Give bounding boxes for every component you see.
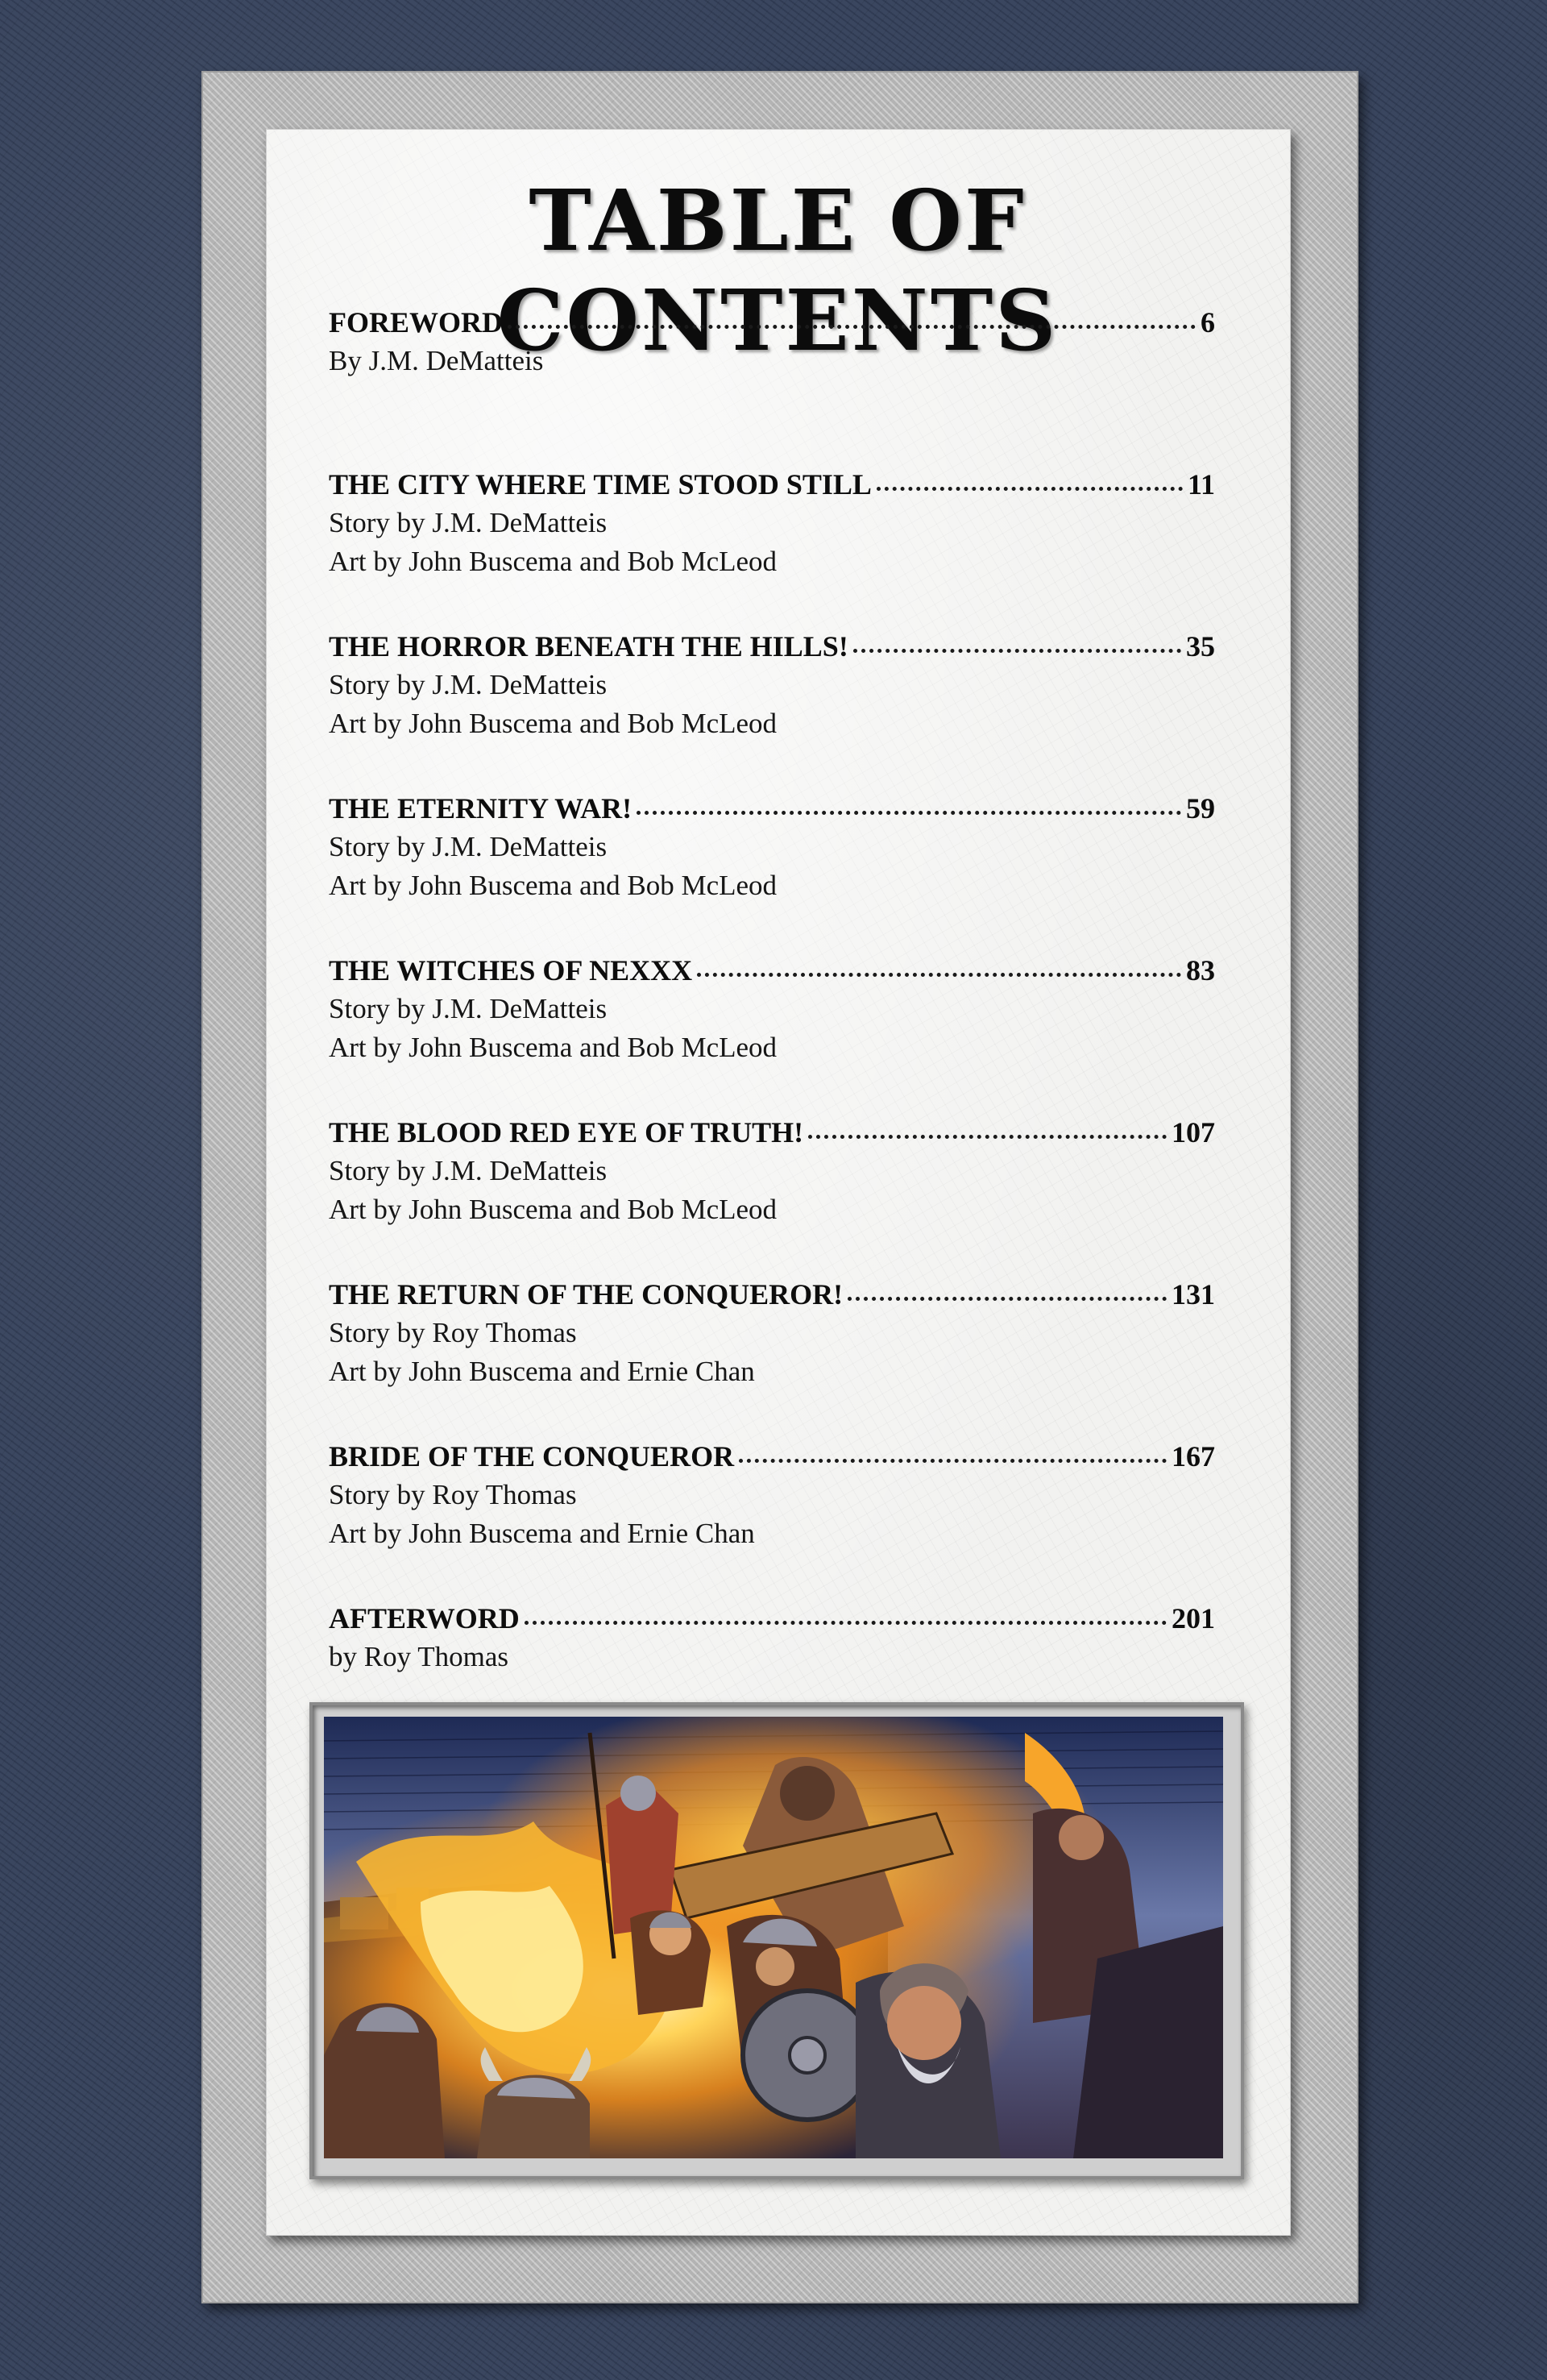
toc-entry-credit: by Roy Thomas bbox=[329, 1641, 508, 1672]
toc-entry-credit: Story by Roy Thomas bbox=[329, 1479, 577, 1510]
toc-entry-title: BRIDE OF THE CONQUEROR bbox=[329, 1440, 735, 1472]
toc-entry bbox=[329, 951, 1215, 1113]
toc-entry-credit: By J.M. DeMatteis bbox=[329, 345, 544, 376]
toc-entry-page-number: 107 bbox=[1172, 1116, 1215, 1148]
toc-entry-credit: Story by J.M. DeMatteis bbox=[329, 1155, 608, 1186]
toc-entry-line bbox=[329, 1275, 1215, 1314]
toc-entry bbox=[329, 1437, 1215, 1599]
toc-entry-page-number: 167 bbox=[1172, 1440, 1215, 1472]
toc-entry bbox=[329, 303, 1215, 465]
toc-entry bbox=[329, 627, 1215, 789]
toc-entry-title: FOREWORD bbox=[329, 306, 503, 339]
toc-entry-page-number: 11 bbox=[1187, 468, 1215, 501]
toc-entry-line bbox=[329, 1113, 1215, 1152]
toc-list bbox=[329, 303, 1215, 1761]
toc-entry-page-number: 6 bbox=[1201, 306, 1215, 339]
dot-leader bbox=[877, 485, 1183, 491]
toc-entry-credit: Story by J.M. DeMatteis bbox=[329, 993, 608, 1024]
toc-entry-title: THE RETURN OF THE CONQUEROR! bbox=[329, 1278, 844, 1310]
toc-entry-title: THE CITY WHERE TIME STOOD STILL bbox=[329, 468, 872, 501]
toc-entry-line bbox=[329, 303, 1215, 342]
toc-entry-line bbox=[329, 465, 1215, 504]
toc-entry-title: AFTERWORD bbox=[329, 1602, 520, 1634]
dot-leader bbox=[525, 1619, 1167, 1625]
dot-leader bbox=[637, 809, 1181, 815]
toc-entry-credit: Story by J.M. DeMatteis bbox=[329, 507, 608, 538]
page-title: TABLE OF CONTENTS bbox=[496, 171, 1059, 370]
toc-entry-title: THE WITCHES OF NEXXX bbox=[329, 954, 693, 986]
toc-entry-credit: Story by J.M. DeMatteis bbox=[329, 669, 608, 700]
toc-entry-credit: Art by John Buscema and Bob McLeod bbox=[329, 546, 778, 577]
dot-leader bbox=[848, 1295, 1167, 1301]
toc-entry bbox=[329, 465, 1215, 627]
dot-leader bbox=[508, 323, 1196, 329]
dot-leader bbox=[808, 1133, 1167, 1139]
dot-leader bbox=[697, 971, 1181, 977]
toc-entry-line bbox=[329, 789, 1215, 828]
toc-entry-credit: Art by John Buscema and Bob McLeod bbox=[329, 1032, 778, 1063]
toc-entry-credit: Art by John Buscema and Bob McLeod bbox=[329, 708, 778, 739]
toc-entry-credit: Story by J.M. DeMatteis bbox=[329, 831, 608, 862]
toc-entry-credit: Art by John Buscema and Bob McLeod bbox=[329, 870, 778, 901]
illustration-frame bbox=[309, 1702, 1244, 2179]
campfire-illustration bbox=[324, 1717, 1223, 2158]
toc-entry-credit: Story by Roy Thomas bbox=[329, 1317, 577, 1348]
toc-entry-page-number: 83 bbox=[1186, 954, 1215, 986]
toc-entry bbox=[329, 1113, 1215, 1275]
toc-entry-line bbox=[329, 627, 1215, 666]
toc-entry-credit: Art by John Buscema and Bob McLeod bbox=[329, 1194, 778, 1225]
toc-entry-credit: Art by John Buscema and Ernie Chan bbox=[329, 1356, 755, 1387]
toc-entry-title: THE HORROR BENEATH THE HILLS! bbox=[329, 630, 848, 662]
toc-entry-line bbox=[329, 1437, 1215, 1476]
toc-entry-page-number: 131 bbox=[1172, 1278, 1215, 1310]
dot-leader bbox=[739, 1457, 1167, 1463]
toc-entry bbox=[329, 1275, 1215, 1437]
toc-entry-credit: Art by John Buscema and Ernie Chan bbox=[329, 1518, 755, 1549]
toc-entry bbox=[329, 789, 1215, 951]
toc-entry-line bbox=[329, 1599, 1215, 1638]
toc-entry-title: THE ETERNITY WAR! bbox=[329, 792, 632, 824]
toc-entry-page-number: 59 bbox=[1186, 792, 1215, 824]
toc-entry-title: THE BLOOD RED EYE OF TRUTH! bbox=[329, 1116, 804, 1148]
toc-entry-page-number: 201 bbox=[1172, 1602, 1215, 1634]
toc-entry-line bbox=[329, 951, 1215, 990]
toc-entry-page-number: 35 bbox=[1186, 630, 1215, 662]
dot-leader bbox=[853, 647, 1181, 653]
